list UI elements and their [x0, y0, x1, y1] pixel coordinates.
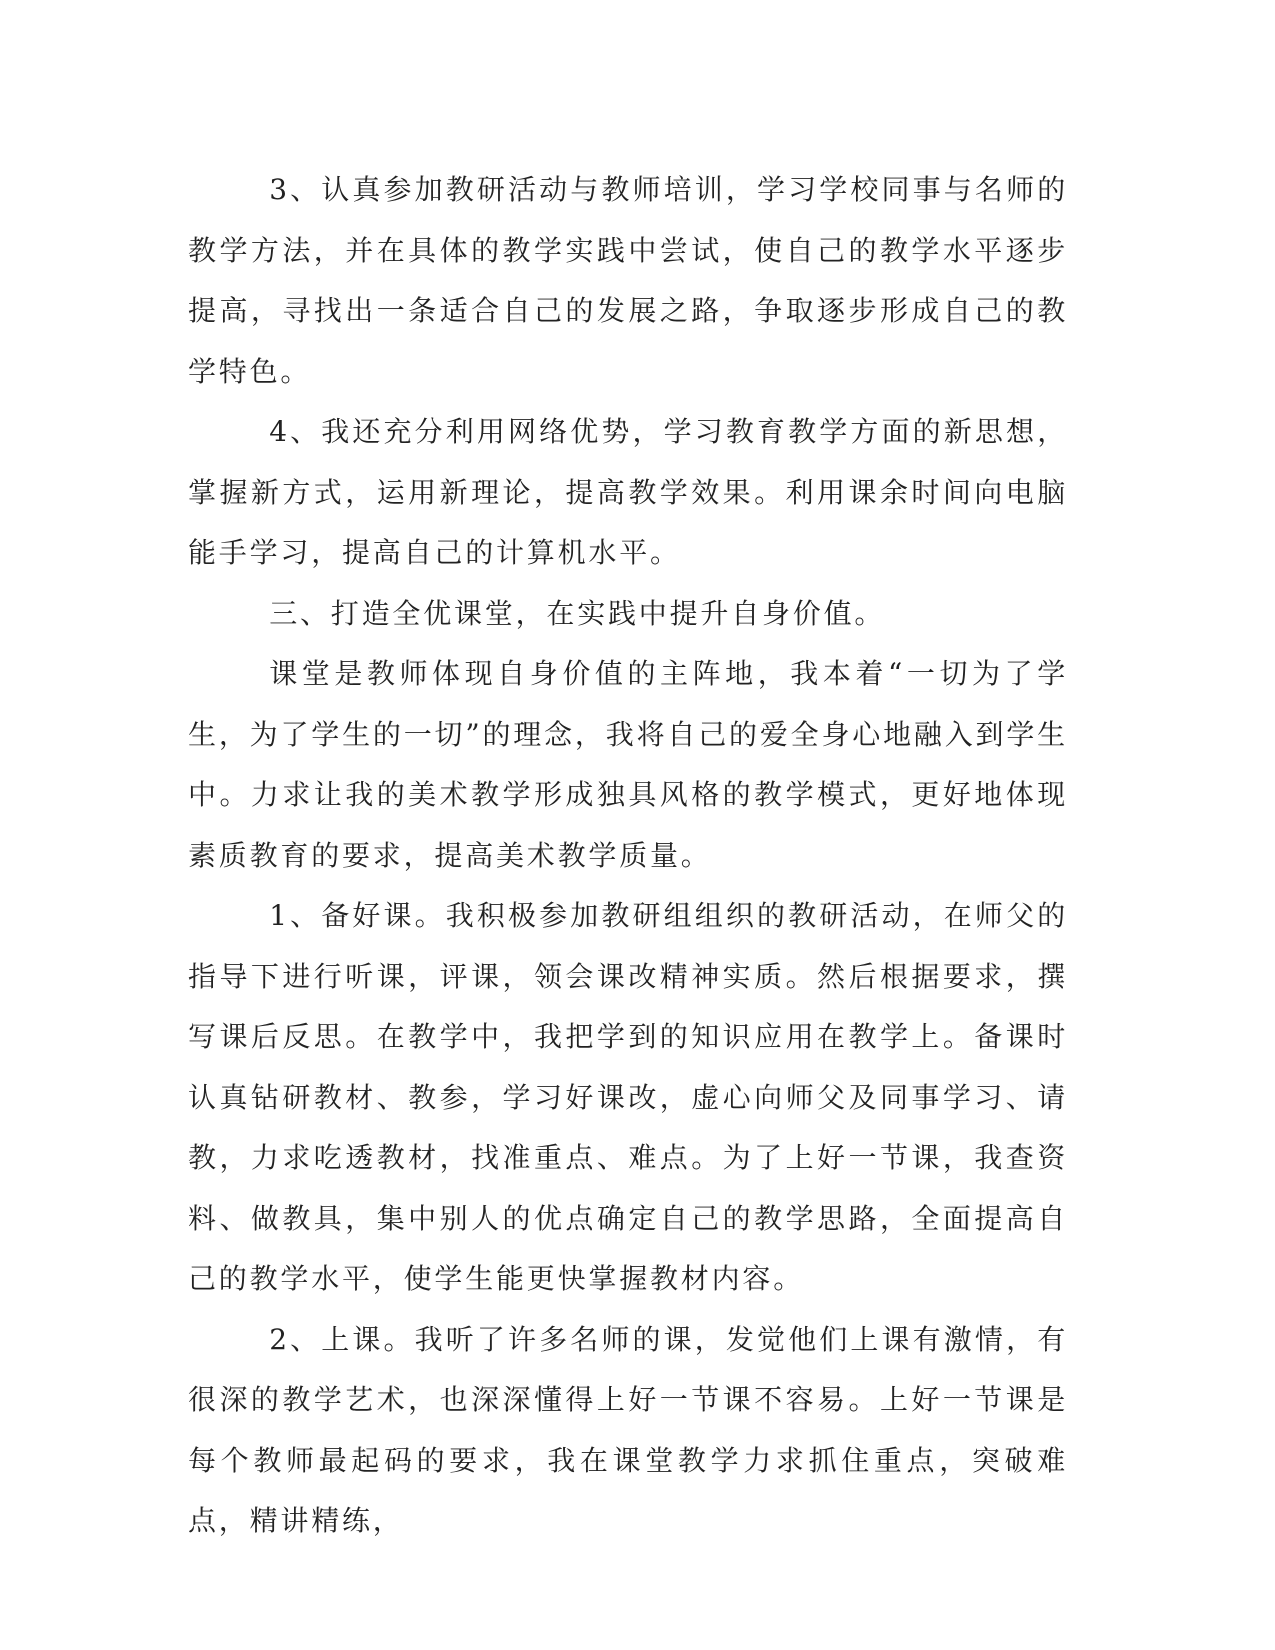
paragraph-item-4: 4、我还充分利用网络优势，学习教育教学方面的新思想，掌握新方式，运用新理论，提高教学效果。利用课余时间向电脑能手学习，提高自己的计算机水平。: [188, 415, 1068, 569]
paragraph-item-3: 3、认真参加教研活动与教师培训，学习学校同事与名师的教学方法，并在具体的教学实践中尝试，使自己的教学水平逐步提高，寻找出一条适合自己的发展之路，争取逐步形成自己的教学特色。: [188, 173, 1068, 388]
document-body: [188, 160, 1068, 1552]
section-heading-3: 三、打造全优课堂，在实践中提升自身价值。: [269, 596, 886, 630]
paragraph-prepare-lessons: 1、备好课。我积极参加教研组组织的教研活动，在师父的指导下进行听课，评课，领会课改精神实质。然后根据要求，撰写课后反思。在教学中，我把学到的知识应用在教学上。备课时认真钻研教材、教参，学习好课改，虚心向师父及同事学习、请教，力求吃透教材，找准重点、难点。为了上好一节课，我查资料、做教具，集中别人的优点确定自己的教学思路，全面提高自己的教学水平，使学生能更快掌握教材内容。: [188, 899, 1068, 1295]
paragraph-classroom: 课堂是教师体现自身价值的主阵地，我本着“一切为了学生，为了学生的一切”的理念，我将自己的爱全身心地融入到学生中。力求让我的美术教学形成独具风格的教学模式，更好地体现素质教育的要求，提高美术教学质量。: [188, 657, 1068, 872]
paragraph-teaching: 2、上课。我听了许多名师的课，发觉他们上课有激情，有很深的教学艺术，也深深懂得上好一节课不容易。上好一节课是每个教师最起码的要求，我在课堂教学力求抓住重点，突破难点，精讲精练，: [188, 1322, 1068, 1537]
